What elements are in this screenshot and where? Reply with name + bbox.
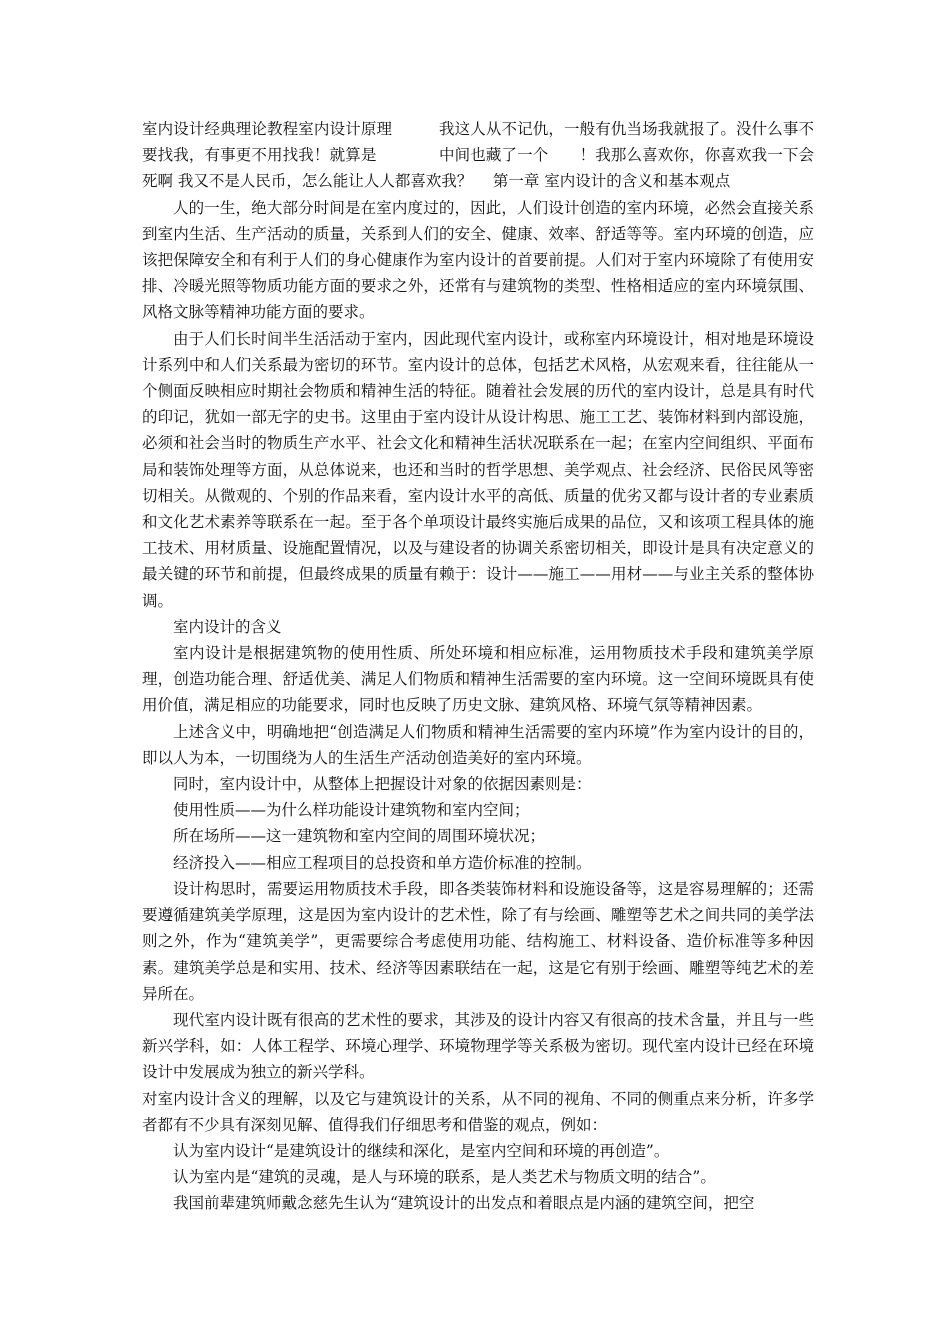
body-paragraph: 上述含义中，明确地把“创造满足人们物质和精神生活需要的室内环境”作为室内设计的目的，即以人为本，一切围绕为人的生活生产活动创造美好的室内环境。	[142, 722, 814, 767]
body-paragraph: 设计构思时，需要运用物质技术手段，即各类装饰材料和设施设备等，这是容易理解的；还需要遵循建筑美学原理，这是因为室内设计的艺术性，除了有与绘画、雕塑等艺术之间共同的美学法则之外，作为“建筑美学”，更需要综合考虑使用功能、结构施工、材料设备、造价标准等多种因素。建筑美学总是和实用、技术、经济等因素联结在一起，这是它有别于绘画、雕塑等纯艺术的差异所在。	[142, 879, 814, 1003]
body-paragraph: 室内设计是根据建筑物的使用性质、所处环境和相应标准，运用物质技术手段和建筑美学原理，创造功能合理、舒适优美、满足人们物质和精神生活需要的室内环境。这一空间环境既具有使用价值，满足相应的功能要求，同时也反映了历史文脉、建筑风格、环境气氛等精神因素。	[142, 644, 814, 715]
body-paragraph: 同时，室内设计中，从整体上把握设计对象的依据因素则是：	[173, 775, 592, 794]
body-paragraph: 人的一生，绝大部分时间是在室内度过的，因此，人们设计创造的室内环境，必然会直接关系到室内生活、生产活动的质量，关系到人们的安全、健康、效率、舒适等等。室内环境的创造，应该把保障安全和有利于人们的身心健康作为室内设计的首要前提。人们对于室内环境除了有使用安排、冷暖光照等物质功能方面的要求之外，还常有与建筑物的类型、性格相适应的室内环境氛围、风格文脉等精神功能方面的要求。	[142, 198, 814, 322]
list-item: 所在场所——这一建筑物和室内空间的周围环境状况；	[173, 827, 546, 846]
quote-paragraph: 认为室内设计“是建筑设计的继续和深化，是室内空间和环境的再创造”。	[173, 1141, 670, 1160]
quote-paragraph: 认为室内是“建筑的灵魂，是人与环境的联系，是人类艺术与物质文明的结合”。	[173, 1168, 716, 1187]
quote-paragraph: 我国前辈建筑师戴念慈先生认为“建筑设计的出发点和着眼点是内涵的建筑空间，把空	[173, 1194, 755, 1213]
intro-paragraph: 室内设计经典理论教程室内设计原理 我这人从不记仇，一般有仇当场我就报了。没什么事不要找我，有事更不用找我！就算是 中间也藏了一个 ！我那么喜欢你，你喜欢我一下会死啊 我又不是人民币，怎么能让人人都喜欢我？ 第一章 室内设计的含义和基本观点	[142, 120, 814, 191]
body-paragraph-unindented: 对室内设计含义的理解，以及它与建筑设计的关系，从不同的视角、不同的侧重点来分析，许多学者都有不少具有深刻见解、值得我们仔细思考和借鉴的观点，例如：	[142, 1089, 814, 1134]
body-paragraph: 由于人们长时间半生活活动于室内，因此现代室内设计，或称室内环境设计，相对地是环境设计系列中和人们关系最为密切的环节。室内设计的总体，包括艺术风格，从宏观来看，往往能从一个侧面反映相应时期社会物质和精神生活的特征。随着社会发展的历代的室内设计，总是具有时代的印记，犹如一部无字的史书。这里由于室内设计从设计构思、施工工艺、装饰材料到内部设施，必须和社会当时的物质生产水平、社会文化和精神生活状况联系在一起；在室内空间组织、平面布局和装饰处理等方面，从总体说来，也还和当时的哲学思想、美学观点、社会经济、民俗民风等密切相关。从微观的、个别的作品来看，室内设计水平的高低、质量的优劣又都与设计者的专业素质和文化艺术素养等联系在一起。至于各个单项设计最终实施后成果的品位，又和该项工程具体的施工技术、用材质量、设施配置情况，以及与建设者的协调关系密切相关，即设计是具有决定意义的最关键的环节和前提，但最终成果的质量有赖于：设计——施工——用材——与业主关系的整体协调。	[142, 329, 814, 610]
list-item: 使用性质——为什么样功能设计建筑物和室内空间；	[173, 801, 530, 820]
document-body	[142, 116, 814, 1217]
section-heading: 室内设计的含义	[173, 617, 282, 636]
body-paragraph: 现代室内设计既有很高的艺术性的要求，其涉及的设计内容又有很高的技术含量，并且与一些新兴学科，如：人体工程学、环境心理学、环境物理学等关系极为密切。现代室内设计已经在环境设计中发展成为独立的新兴学科。	[142, 1010, 814, 1082]
list-item: 经济投入——相应工程项目的总投资和单方造价标准的控制。	[173, 853, 592, 872]
